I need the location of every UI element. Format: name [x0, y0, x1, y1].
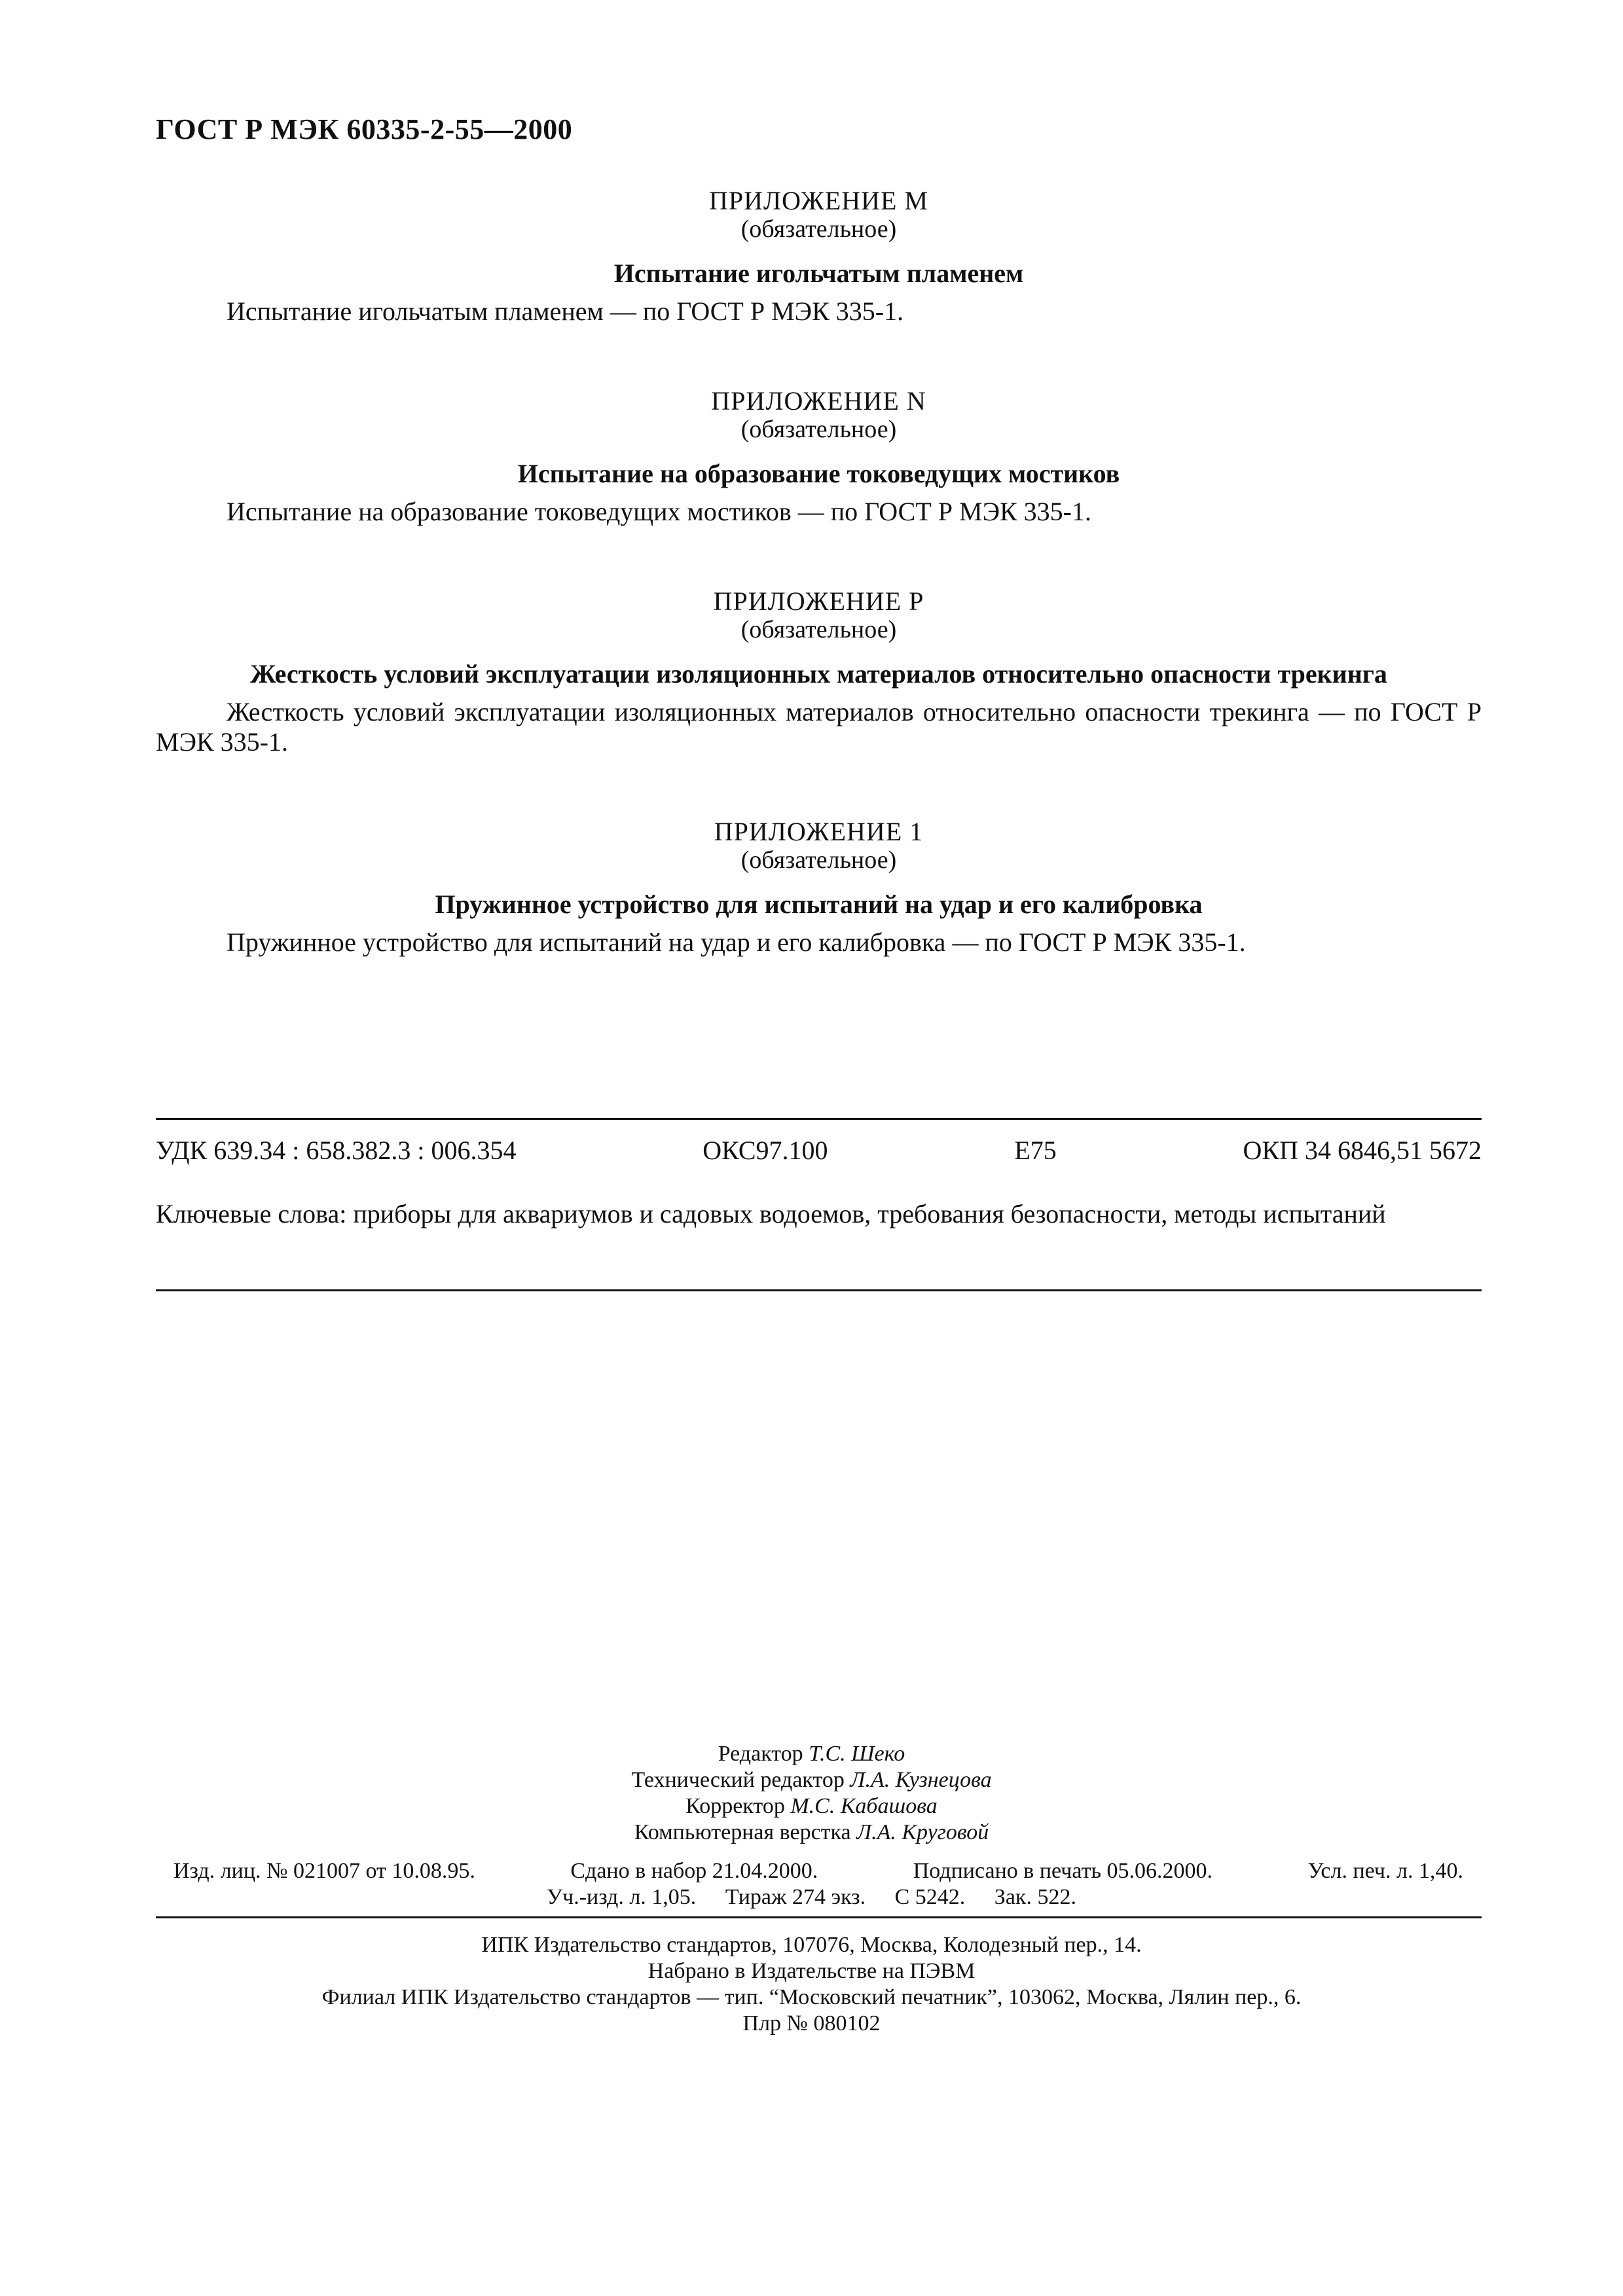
- pub-sheets: Уч.-изд. л. 1,05.: [547, 1885, 697, 1909]
- annex-body: Испытание игольчатым пламенем — по ГОСТ Р МЭК 335-1.: [227, 296, 904, 326]
- annexes-section: [156, 187, 1482, 1018]
- submitted-date: Сдано в набор 21.04.2000.: [570, 1859, 818, 1883]
- editor-name: Т.С. Шеко: [809, 1742, 905, 1766]
- license: Изд. лиц. № 021007 от 10.08.95.: [173, 1859, 475, 1883]
- annex-n: [156, 387, 1482, 527]
- tech-editor-line: [0, 1767, 1623, 1793]
- printing-line-1: ИПК Издательство стандартов, 107076, Москва, Колодезный пер., 14.: [481, 1933, 1142, 1957]
- group-code: Е75: [1014, 1136, 1057, 1165]
- annex-p: [156, 587, 1482, 757]
- c-number: С 5242.: [894, 1885, 966, 1909]
- annex-title: ПРИЛОЖЕНИЕ Р: [713, 586, 924, 616]
- annex-m: [156, 187, 1482, 327]
- annex-heading: Жесткость условий эксплуатации изоляционных материалов относительно опасности трекинга: [250, 659, 1387, 689]
- annex-body: Жесткость условий эксплуатации изоляционных материалов относительно опасности трекинга — по ГОСТ Р МЭК 335-1.: [156, 697, 1482, 757]
- standard-code: ГОСТ Р МЭК 60335-2-55—2000: [156, 113, 573, 145]
- layout-line: [0, 1820, 1623, 1846]
- annex-status: (обязательное): [740, 416, 897, 443]
- order-number: Зак. 522.: [994, 1885, 1076, 1909]
- divider-printing: [156, 1916, 1482, 1918]
- tech-editor-label: Технический редактор: [631, 1768, 845, 1792]
- corrector-label: Корректор: [685, 1794, 785, 1818]
- print-sheets: Усл. печ. л. 1,40.: [1307, 1859, 1463, 1883]
- annex-heading: Пружинное устройство для испытаний на удар и его калибровка: [435, 889, 1203, 919]
- classification-row: [156, 1135, 1482, 1166]
- layout-label: Компьютерная верстка: [634, 1820, 851, 1844]
- okp-code: ОКП 34 6846,51 5672: [1243, 1136, 1482, 1165]
- keywords: Ключевые слова: приборы для аквариумов и садовых водоемов, требования безопасности, методы испытаний: [156, 1199, 1386, 1229]
- annex-body: Пружинное устройство для испытаний на удар и его калибровка — по ГОСТ Р МЭК 335-1.: [227, 927, 1246, 957]
- circulation: Тираж 274 экз.: [725, 1885, 866, 1909]
- printing-block: [0, 1932, 1623, 2037]
- annex-title: ПРИЛОЖЕНИЕ 1: [714, 817, 924, 846]
- tech-editor-name: Л.А. Кузнецова: [850, 1768, 992, 1792]
- divider-top: [156, 1118, 1482, 1120]
- corrector-line: [0, 1793, 1623, 1820]
- editor-label: Редактор: [718, 1742, 803, 1766]
- oks-code: ОКС97.100: [702, 1136, 828, 1165]
- annex-heading: Испытание игольчатым пламенем: [613, 259, 1024, 288]
- annex-title: ПРИЛОЖЕНИЕ М: [708, 186, 929, 215]
- annex-heading: Испытание на образование токоведущих мостиков: [517, 459, 1120, 488]
- publication-row-2: [0, 1885, 1623, 1910]
- annex-status: (обязательное): [740, 616, 897, 643]
- divider-bottom: [156, 1289, 1482, 1291]
- layout-name: Л.А. Круговой: [856, 1820, 989, 1844]
- printing-line-2: Набрано в Издательстве на ПЭВМ: [647, 1959, 976, 1983]
- printing-line-4: Плр № 080102: [742, 2011, 881, 2036]
- annex-body: Испытание на образование токоведущих мостиков — по ГОСТ Р МЭК 335-1.: [227, 497, 1091, 526]
- corrector-name: М.С. Кабашова: [790, 1794, 938, 1818]
- signed-date: Подписано в печать 05.06.2000.: [913, 1859, 1213, 1883]
- editor-line: [0, 1741, 1623, 1767]
- annex-status: (обязательное): [740, 846, 897, 874]
- udk-code: УДК 639.34 : 658.382.3 : 006.354: [156, 1136, 517, 1165]
- printing-line-3: Филиал ИПК Издательство стандартов — тип. “Московский печатник”, 103062, Москва, Лялин пер., 6.: [321, 1985, 1302, 2009]
- credits-block: [0, 1741, 1623, 1846]
- annex-1: [156, 817, 1482, 958]
- annex-title: ПРИЛОЖЕНИЕ N: [711, 386, 926, 416]
- publication-row-1: [173, 1859, 1463, 1884]
- annex-status: (обязательное): [740, 215, 897, 243]
